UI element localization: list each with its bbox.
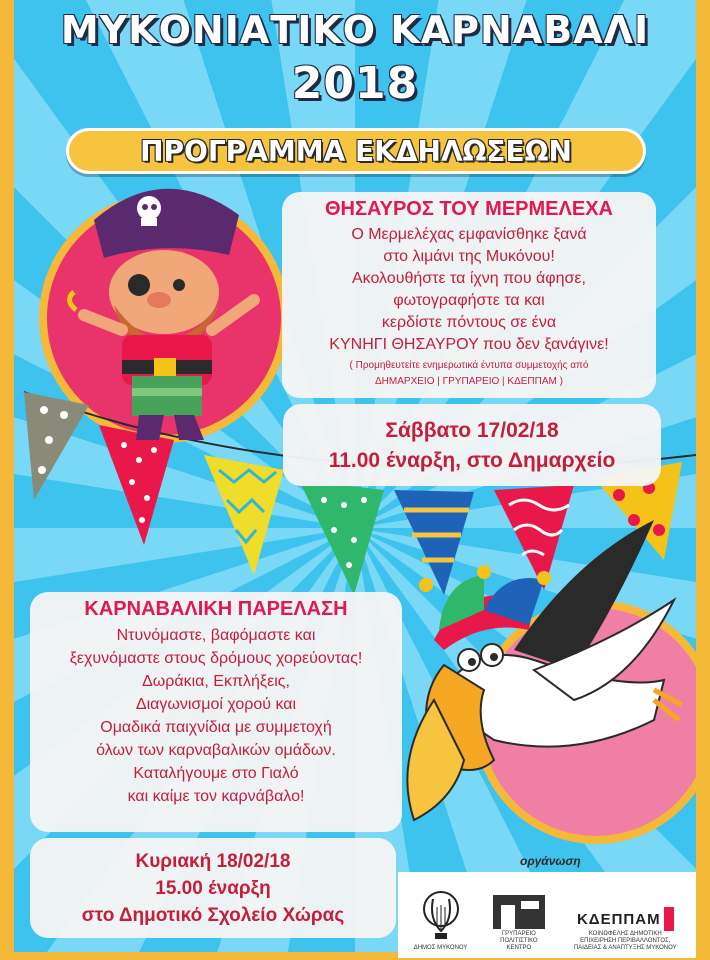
treasure-hunt-date: Σάββατο 17/02/18 <box>385 419 559 442</box>
parade-schedule <box>30 838 396 938</box>
treasure-hunt-line: Ο Μερμελέχας εμφανίσθηκε ξανά <box>351 226 587 243</box>
program-banner-text: ΠΡΟΓΡΑΜΜΑ ΕΚΔΗΛΩΣΕΩΝ <box>140 134 572 168</box>
gryparion-logo <box>491 891 547 952</box>
treasure-hunt-line: στο λιμάνι της Μυκόνου! <box>383 248 555 265</box>
title-year: 2018 <box>291 58 419 109</box>
title-line1: ΜΥΚΟΝΙΑΤΙΚΟ ΚΑΡΝΑΒΑΛΙ <box>60 8 650 52</box>
treasure-hunt-note: ( Προμηθευτείτε ενημερωτικά έντυπα συμμετοχής από <box>349 360 589 371</box>
kdeppam-logo <box>570 907 680 952</box>
flag-green-dots <box>299 480 384 595</box>
parade-time: 15.00 έναρξη <box>155 878 271 899</box>
frame-right <box>696 0 710 960</box>
organization-label: οργάνωση <box>520 854 581 868</box>
flag-blue-stripes <box>394 490 474 595</box>
parade-card <box>30 592 402 832</box>
parade-heading: ΚΑΡΝΑΒΑΛΙΚΗ ΠΑΡΕΛΑΣΗ <box>84 598 348 620</box>
parade-line: Ομαδικά παιχνίδια με συμμετοχή <box>100 719 332 736</box>
gryparion-logo-line: ΠΟΛΙΤΙΣΤΙΚΟ <box>500 938 538 944</box>
kdeppam-mark-icon <box>664 907 674 931</box>
treasure-hunt-heading: ΘΗΣΑΥΡΟΣ ΤΟΥ ΜΕΡΜΕΛΕΧΑ <box>325 198 613 220</box>
treasure-hunt-time: 11.00 έναρξη, στο Δημαρχείο <box>328 449 616 472</box>
kdeppam-logo-sub: ΚΟΙΝΩΦΕΛΗΣ ΔΗΜΟΤΙΚΗ ΕΠΙΧΕΙΡΗΣΗ ΠΕΡΙΒΑΛΛΟΝΤΟΣ, ΠΑΙΔΕΙΑΣ & ΑΝΑΠΤΥΞΗΣ ΜΥΚΟΝΟΥ <box>573 931 677 951</box>
treasure-hunt-note: ΔΗΜΑΡΧΕΙΟ | ΓΡΥΠΑΡΕΙΟ | ΚΔΕΠΠΑΜ ) <box>375 376 563 387</box>
treasure-hunt-line: Ακολουθήστε τα ίχνη που άφησε, <box>351 270 586 287</box>
parade-line: Καταλήγουμε στο Γιαλό <box>133 765 299 782</box>
parade-line: Ντυνόμαστε, βαφόμαστε και <box>116 627 316 644</box>
parade-date: Κυριακή 18/02/18 <box>135 851 291 872</box>
flag-red-dots <box>99 425 174 545</box>
municipality-logo-text: ΔΗΜΟΣ ΜΥΚΟΝΟΥ <box>413 945 468 951</box>
treasure-hunt-line: φωτογραφήστε τα και <box>393 292 545 309</box>
sponsor-logos <box>398 872 696 958</box>
municipality-logo <box>414 889 468 952</box>
treasure-hunt-line: κερδίστε πόντους σε ένα <box>381 314 557 331</box>
gryparion-logo-line: ΓΡΥΠΑΡΕΙΟ <box>501 931 536 937</box>
parade-line: Δωράκια, Εκπλήξεις, <box>142 673 290 690</box>
flag-gray <box>24 392 89 500</box>
kdeppam-logo-text: ΚΔΕΠΠΑΜ <box>576 910 661 928</box>
parade-line: Διαγωνισμοί χορού και <box>135 696 297 713</box>
program-banner <box>66 128 646 174</box>
parade-line: ξεχυνόμαστε στους δρόμους χορεύοντας! <box>69 650 363 667</box>
treasure-hunt-card <box>282 192 656 398</box>
building-icon <box>491 891 547 931</box>
parade-line: όλων των καρναβαλικών ομάδων. <box>96 742 336 759</box>
treasure-hunt-schedule <box>283 404 661 486</box>
frame-left <box>0 0 14 960</box>
parade-line: και καίμε τον καρνάβαλο! <box>127 788 305 805</box>
parade-place: στο Δημοτικό Σχολείο Χώρας <box>81 905 345 926</box>
lyre-icon <box>421 889 461 945</box>
treasure-hunt-line: ΚΥΝΗΓΙ ΘΗΣΑΥΡΟΥ που δεν ξανάγινε! <box>329 336 609 353</box>
gryparion-logo-line: ΚΕΝΤΡΟ <box>506 945 532 951</box>
